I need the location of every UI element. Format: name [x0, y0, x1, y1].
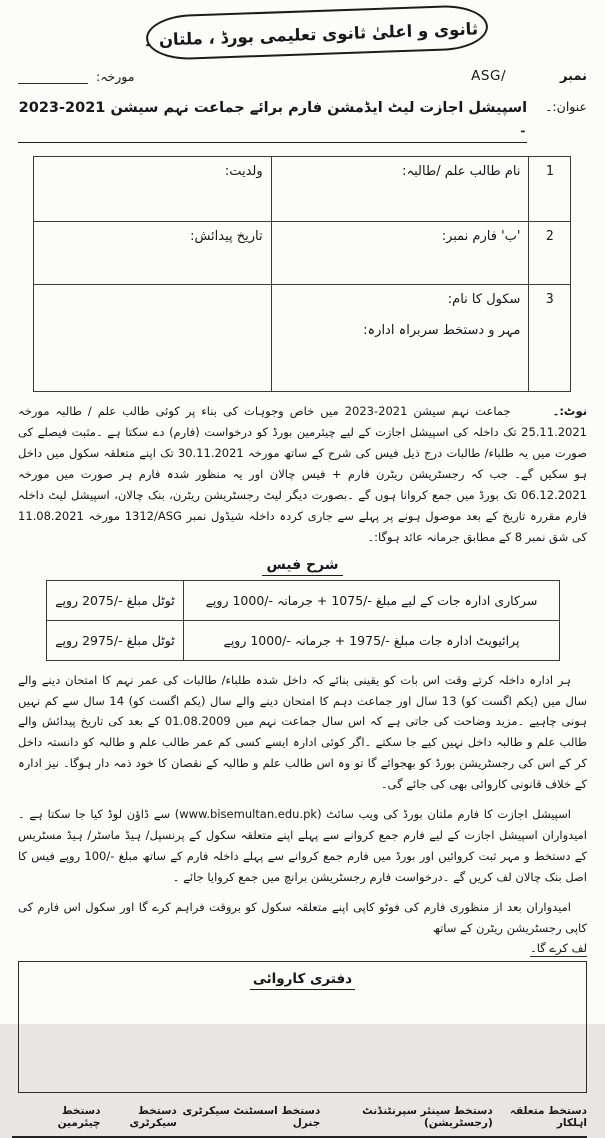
date-of-birth-field: تاریخ پیدائش:	[34, 222, 272, 285]
number-prefix: ASG/	[471, 68, 506, 84]
fee-row-government	[46, 580, 559, 620]
government-fee-description: سرکاری ادارہ جات کے لیے مبلغ ⁦1075/-⁩ + جرمانہ ⁦1000/-⁩ روپے	[184, 580, 559, 620]
signature-assistant-secretary-general: دستخط اسسٹنٹ سیکرٹری جنرل	[182, 1104, 321, 1129]
submission-paragraph: اسپیشل اجازت کا فارم ملتان بورڈ کی ویب سائٹ (www.bisemultan.edu.pk) سے ڈاؤن لوڈ کیا جا سکتا ہے ۔امیدواران اسپیشل اجازت کے لیے فارم جمع کروانے سے پہلے اپنے متعلقہ سکول کے پرنسپل/ ہیڈ ماسٹر/ ہیڈ مسٹریس کے دستخط و مہر ثبت کروائیں اور بورڈ میں فارم جمع کروانے سے پہلے داخلہ فارم کے ساتھ مبلغ ⁦100/-⁩ روپے فیس کا اصل بنک چالان لف کریں گے ۔درخواست فارم رجسٹریشن برانچ میں جمع کروایا جائے ۔	[18, 807, 587, 884]
table-row-1	[34, 157, 571, 222]
note-paragraph	[18, 401, 587, 547]
government-fee-total: ٹوٹل مبلغ ⁦2075/-⁩ روپے	[46, 580, 184, 620]
subject-title: اسپیشل اجازت لیٹ ایڈمشن فارم برائے جماعت نہم سیشن 2021-2023 ۔	[18, 99, 527, 143]
number-date-row	[18, 68, 587, 84]
subject-row	[18, 99, 587, 143]
board-name: ثانوی و اعلیٰ ثانوی تعلیمی بورڈ ، ملتان ۔	[143, 19, 479, 51]
signature-senior-superintendent-registration: دستخط سینئر سپرنٹنڈنٹ (رجسٹریشن)	[362, 1104, 493, 1129]
fee-table	[46, 580, 560, 661]
signature-concerned-official: دستخط متعلقہ اہلکار	[509, 1104, 587, 1129]
signature-row	[18, 1105, 587, 1129]
photocopy-paragraph-tail: لف کرے گا۔	[530, 940, 587, 955]
age-rule-paragraph: ہر ادارہ داخلہ کرتے وقت اس بات کو یقینی بنائے کہ داخل شدہ طلباء/ طالبات کی عمر نہم کا امتحان دینے والے سال میں (یکم اگست کو) 13 سال اور جماعت دہم کا امتحان دینے والے سال (یکم اگست کو) 14 سال سے کم نہیں ہونی چاہیے ۔مزید وضاحت کی جاتی ہے کہ اس سال جماعت نہم میں 01.08.2009 کے بعد کی تاریخ پیدائش والے طالب علم و طالبہ داخل نہیں کیے جا سکتے ۔اگر کوئی ادارہ ایسے کسی کم عمر طالب علم و طالبہ کو دانستہ داخل کر کے اس کی رجسٹریشن بورڈ کو بھجوائے گا تو وہ اس طالب علم و طالبہ کے نقصان کا خود ذمہ دار ہوگا۔ نیز ادارہ کے خلاف قانونی کاروائی بھی کی جائے گی۔	[18, 672, 587, 792]
number-label: نمبر	[560, 69, 587, 84]
student-name-field: نام طالب علم /طالبہ:	[271, 157, 529, 222]
date-label: مورخہ:	[96, 69, 135, 84]
fee-row-private	[46, 620, 559, 660]
private-fee-description: پرائیویٹ ادارہ جات مبلغ ⁦1975/-⁩ + جرمانہ ⁦1000/-⁩ روپے	[184, 620, 559, 660]
student-form-table	[33, 156, 571, 392]
table-row-2	[34, 222, 571, 285]
signature-chairman: دستخط چیئرمین	[57, 1104, 101, 1129]
office-proceedings-box	[18, 961, 587, 1093]
fee-heading: شرح فیس	[18, 557, 587, 573]
note-body: جماعت نہم سیشن 2021-2023 میں خاص وجوہات کی بناء پر کوئی طالب علم / طالبہ مورخہ 25.11.2021 تک داخلہ کی اسپیشل اجازت کے لیے چیئرمین بورڈ کو درخواست (فارم) دے سکتا ہے ۔مثبت فیصلے کی صورت میں یہ طلباء/ طالبات درج ذیل فیس کی شرح کے ساتھ مورخہ 30.11.2021 تک اپنے متعلقہ سکول میں داخل ہو سکیں گے۔ جب کہ رجسٹریشن ریٹرن فارم + فیس چالان اور یہ منظور شدہ فارم ہر صورت میں مورخہ 06.12.2021 تک بورڈ میں جمع کروانا ہوں گے ۔بصورت دیگر لیٹ رجسٹریشن ریٹرن، بنک چالان، اسپیشل لیٹ داخلہ فارم مقررہ تاریخ کے بعد موصول ہونے پر پہلے سے جاری کردہ داخلہ شیڈول نمبر ⁦1312/ASG⁩ مورخہ 11.08.2021 کی شق نمبر 8 کے مطابق جرمانہ عائد ہوگا:۔	[18, 404, 588, 544]
school-name-label: سکول کا نام:	[447, 292, 521, 308]
signature-secretary: دستخط سیکرٹری	[129, 1104, 177, 1129]
b-form-number-field: 'ب' فارم نمبر:	[271, 222, 529, 285]
office-proceedings-heading: دفتری کاروائی	[19, 962, 586, 987]
row-3-serial: 3	[529, 285, 571, 392]
table-row-3	[34, 285, 571, 392]
header	[18, 0, 587, 55]
row-1-serial: 1	[529, 157, 571, 222]
row-2-serial: 2	[529, 222, 571, 285]
date-blank-line	[18, 69, 88, 84]
subject-label: عنوان:۔	[545, 99, 587, 114]
photocopy-paragraph: امیدواران بعد از منظوری فارم کی فوٹو کاپی اپنے متعلقہ سکول کو بروقت فراہم کرے گا اور سکول اس فارم کی کاپی رجسٹریشن ریٹرن کے ساتھ	[18, 899, 587, 935]
father-name-field: ولدیت:	[34, 157, 272, 222]
private-fee-total: ٹوٹل مبلغ ⁦2975/-⁩ روپے	[46, 620, 184, 660]
bottom-rule	[12, 1136, 587, 1138]
head-stamp-signature-label: مہر و دستخط سربراہ ادارہ:	[363, 323, 521, 339]
school-name-field	[271, 285, 529, 392]
empty-cell	[34, 285, 272, 392]
board-name-seal	[145, 4, 488, 61]
note-label: نوٹ:۔	[552, 404, 588, 419]
